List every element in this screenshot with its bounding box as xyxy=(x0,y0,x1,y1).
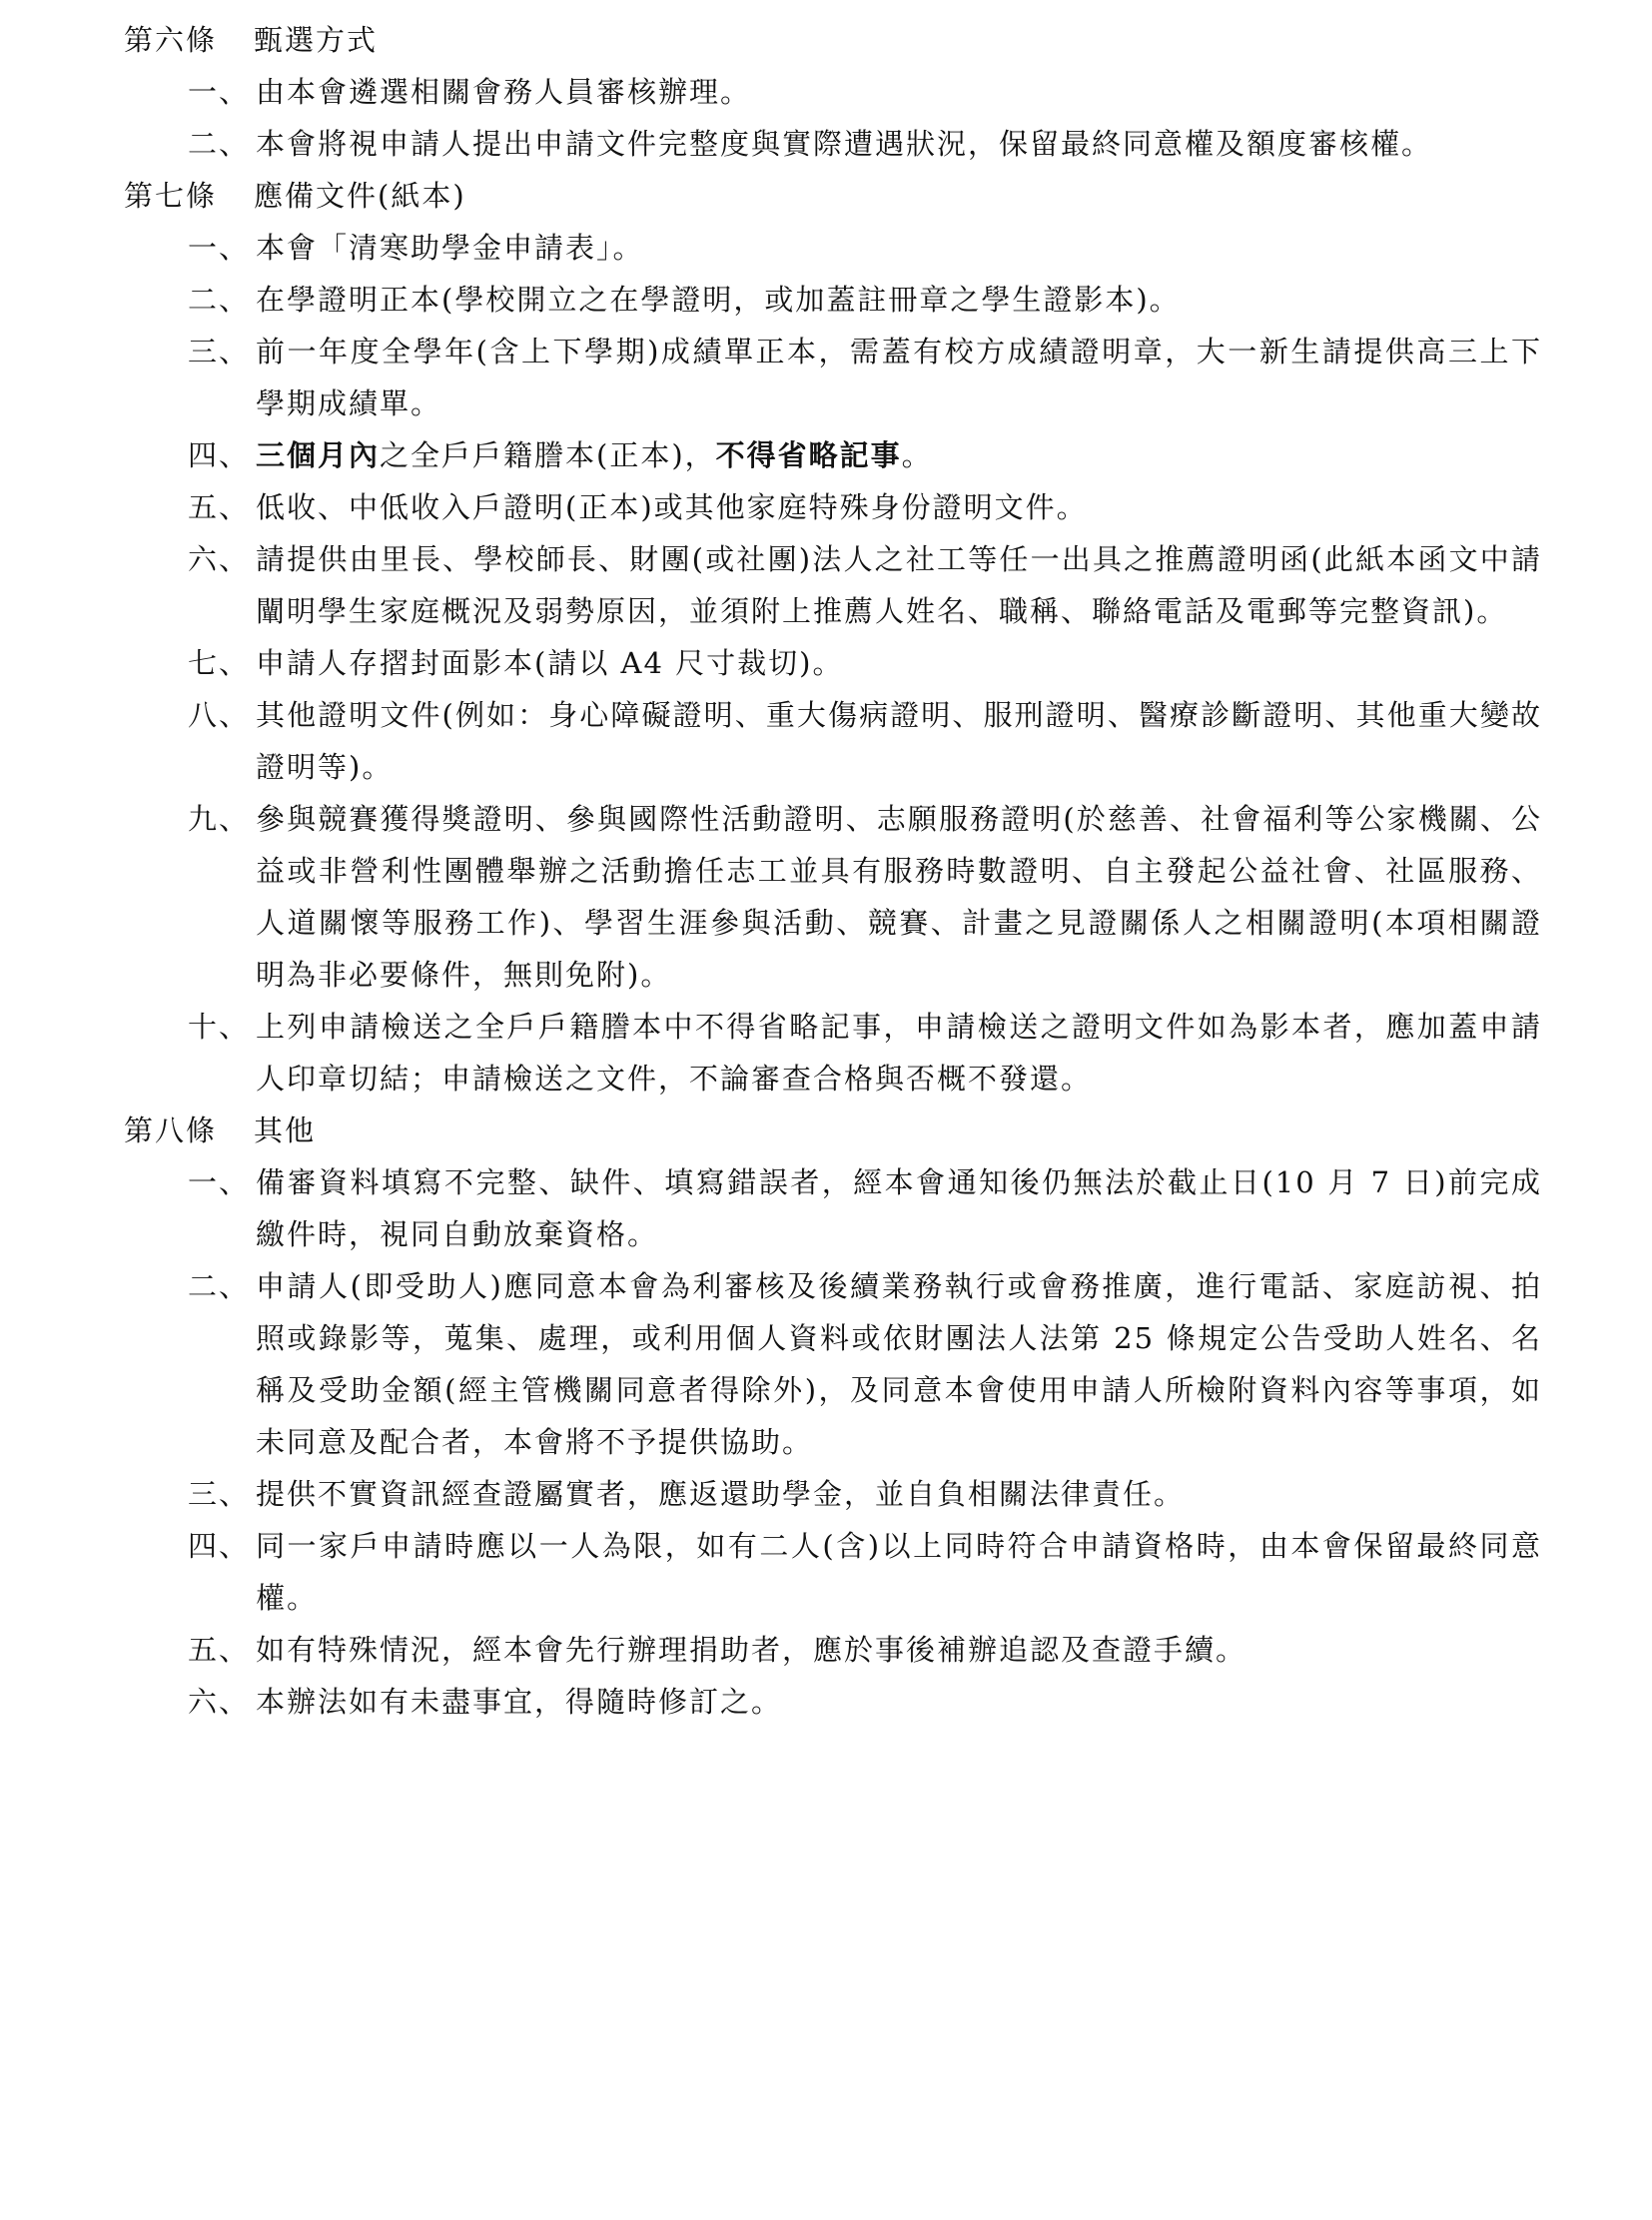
list-item xyxy=(124,689,1542,793)
item-text: 在學證明正本(學校開立之在學證明，或加蓋註冊章之學生證影本)。 xyxy=(256,283,1181,317)
item-text: 申請人(即受助人)應同意本會為利審核及後續業務執行或會務推廣，進行電話、家庭訪視、拍照或錄影等，蒐集、處理，或利用個人資料或依財團法人法第 25 條規定公告受助人姓名、名稱及受助金額(經主管機關同意者得除外)，及同意本會使用申請人所檢附資料內容等事項，如未同意及配合者，本會將不予提供協助。 xyxy=(256,1269,1542,1459)
item-number: 五、 xyxy=(188,1633,251,1667)
article-6 xyxy=(124,14,1542,170)
article-heading xyxy=(124,170,1542,222)
item-number: 十、 xyxy=(188,1010,251,1044)
item-number: 三、 xyxy=(188,1477,251,1511)
article-title: 應備文件(紙本) xyxy=(254,179,466,213)
item-text: 同一家戶申請時應以一人為限，如有二人(含)以上同時符合申請資格時，由本會保留最終同意權。 xyxy=(256,1529,1542,1615)
item-text: 低收、中低收入戶證明(正本)或其他家庭特殊身份證明文件。 xyxy=(256,490,1088,524)
list-item xyxy=(124,793,1542,1001)
list-item xyxy=(124,637,1542,689)
list-item xyxy=(124,66,1542,118)
item-number: 六、 xyxy=(188,542,251,576)
list-item xyxy=(124,1676,1542,1728)
article-heading xyxy=(124,14,1542,66)
item-number: 八、 xyxy=(188,698,251,732)
item-number: 六、 xyxy=(188,1685,251,1719)
list-item xyxy=(124,1624,1542,1676)
item-text: 備審資料填寫不完整、缺件、填寫錯誤者，經本會通知後仍無法於截止日(10 月 7 日)前完成繳件時，視同自動放棄資格。 xyxy=(256,1165,1542,1251)
item-number: 一、 xyxy=(188,1165,251,1199)
article-items xyxy=(124,66,1542,170)
item-text xyxy=(256,438,933,472)
list-item xyxy=(124,429,1542,481)
article-title: 其他 xyxy=(254,1113,317,1147)
item-text: 其他證明文件(例如：身心障礙證明、重大傷病證明、服刑證明、醫療診斷證明、其他重大變故證明等)。 xyxy=(256,698,1542,784)
article-heading xyxy=(124,1105,1542,1156)
list-item xyxy=(124,326,1542,429)
item-number: 四、 xyxy=(188,438,251,472)
item-number: 一、 xyxy=(188,231,251,265)
item-text: 本會將視申請人提出申請文件完整度與實際遭遇狀況，保留最終同意權及額度審核權。 xyxy=(256,127,1433,161)
item-number: 二、 xyxy=(188,1269,251,1303)
list-item xyxy=(124,481,1542,533)
article-7 xyxy=(124,170,1542,1105)
item-number: 一、 xyxy=(188,75,251,109)
article-8 xyxy=(124,1105,1542,1728)
item-text: 請提供由里長、學校師長、財團(或社團)法人之社工等任一出具之推薦證明函(此紙本函文中請闡明學生家庭概況及弱勢原因，並須附上推薦人姓名、職稱、聯絡電話及電郵等完整資訊)。 xyxy=(256,542,1542,628)
item-text: 如有特殊情況，經本會先行辦理捐助者，應於事後補辦追認及查證手續。 xyxy=(256,1633,1247,1667)
item-text: 由本會遴選相關會務人員審核辦理。 xyxy=(256,75,752,109)
item-text: 本辦法如有未盡事宜，得隨時修訂之。 xyxy=(256,1685,783,1719)
item-number: 七、 xyxy=(188,646,251,680)
list-item xyxy=(124,1468,1542,1520)
list-item xyxy=(124,1156,1542,1260)
list-item xyxy=(124,1520,1542,1624)
item-number: 五、 xyxy=(188,490,251,524)
list-item xyxy=(124,222,1542,274)
article-title: 甄選方式 xyxy=(254,23,379,57)
article-number: 第七條 xyxy=(124,179,218,213)
list-item xyxy=(124,1001,1542,1105)
list-item xyxy=(124,118,1542,170)
item-text: 上列申請檢送之全戶戶籍謄本中不得省略記事，申請檢送之證明文件如為影本者，應加蓋申請人印章切結；申請檢送之文件，不論審查合格與否概不發還。 xyxy=(256,1010,1542,1096)
article-items xyxy=(124,222,1542,1105)
item-number: 二、 xyxy=(188,127,251,161)
document-content xyxy=(124,14,1542,1728)
item-text: 前一年度全學年(含上下學期)成績單正本，需蓋有校方成績證明章，大一新生請提供高三上下學期成績單。 xyxy=(256,335,1542,420)
list-item xyxy=(124,533,1542,637)
emphasis-text: 不得省略記事 xyxy=(715,438,902,472)
list-item xyxy=(124,1260,1542,1468)
item-number: 四、 xyxy=(188,1529,251,1563)
article-number: 第六條 xyxy=(124,23,218,57)
list-item xyxy=(124,274,1542,326)
item-text: 申請人存摺封面影本(請以 A4 尺寸裁切)。 xyxy=(256,646,844,680)
item-number: 九、 xyxy=(188,802,251,836)
article-number: 第八條 xyxy=(124,1113,218,1147)
item-text-part: 之全戶戶籍謄本(正本)， xyxy=(380,438,716,472)
item-text: 參與競賽獲得獎證明、參與國際性活動證明、志願服務證明(於慈善、社會福利等公家機關、公益或非營利性團體舉辦之活動擔任志工並具有服務時數證明、自主發起公益社會、社區服務、人道關懷等服務工作)、學習生涯參與活動、競賽、計畫之見證關係人之相關證明(本項相關證明為非必要條件，無則免附)。 xyxy=(256,802,1542,992)
item-number: 二、 xyxy=(188,283,251,317)
item-number: 三、 xyxy=(188,335,251,369)
item-text: 提供不實資訊經查證屬實者，應返還助學金，並自負相關法律責任。 xyxy=(256,1477,1186,1511)
article-items xyxy=(124,1156,1542,1728)
item-text: 本會「清寒助學金申請表」。 xyxy=(256,231,644,265)
item-text-part: 。 xyxy=(901,438,933,472)
emphasis-text: 三個月內 xyxy=(256,438,381,472)
